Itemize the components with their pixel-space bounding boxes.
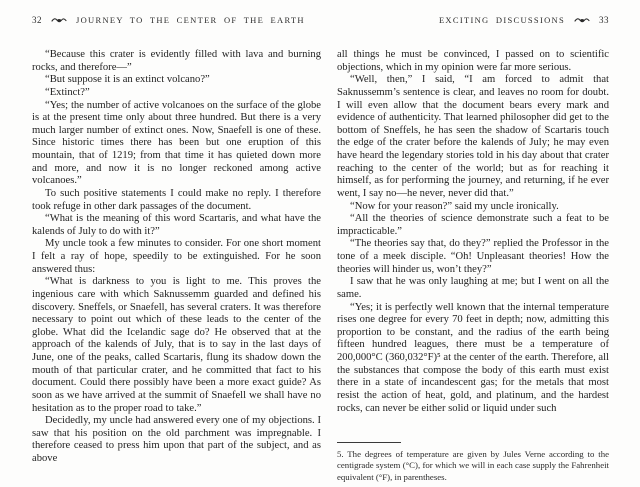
paragraph: “All the theories of science demonstrate such a feat to be impracticable.” xyxy=(337,213,609,237)
paragraph: “But suppose it is an extinct volcano?” xyxy=(45,74,210,86)
paragraph: I saw that he was only laughing at me; but I went on all the same. xyxy=(337,276,609,300)
paragraph: “What is darkness to you is light to me. This proves the ingenious care with which Saknussemm guarded and defined his discovery. Sneffels, or Snaefell, has several craters. It was therefore necessary to point out which of these leads to the center of the globe. What did the Icelandic sage do? He observed that at the approach of the kalends of July, that is to say in the last days of June, one of the peaks, called Scartaris, flung its shadow down the mouth of that particular crater, and he committed that fact to his document. Could there possibly have been a more exact guide? As soon as we have arrived at the summit of Snaefell we shall have no hesitation as to the proper road to take.” xyxy=(32,276,321,414)
footnote-block xyxy=(337,442,609,483)
paragraph: “Yes; it is perfectly well known that the internal temperature rises one degree for every 70 feet in depth; now, admitting this proportion to be constant, and the radius of the earth being fifteen hundred leagues, there must be a temperature of 200,000°C (360,032°F)⁵ at the center of the earth. Therefore, all the substances that compose the body of this earth must exist there in a state of incandescent gas; for the metals that most resist the action of heat, gold, and platinum, and the hardest rocks, can never be either solid or liquid under such xyxy=(337,301,609,414)
paragraph: To such positive statements I could make no reply. I therefore took refuge in other dark passages of the document. xyxy=(32,187,321,212)
page-number-left: 32 xyxy=(32,15,42,25)
paragraph: “Now for your reason?” said my uncle ironically. xyxy=(350,200,559,212)
paragraph: “Well, then,” I said, “I am forced to admit that Saknussemm’s sentence is clear, and leaves no room for doubt. I will even allow that the document bears every mark and evidence of authenticity. That learned philosopher did get to the bottom of Sneffels, he has seen the shadow of Scartaris touch the edge of the crater before the kalends of July; he may even have heard the legendary stories told in his day about that crater reaching to the center of the world; but as for reaching it himself, as for performing the journey, and returning, if he ever went, I say no—he never, never did that.” xyxy=(337,74,609,199)
paragraph: “Because this crater is evidently filled with lava and burning rocks, and therefore—” xyxy=(32,49,321,73)
footnote-divider xyxy=(337,442,401,443)
paragraph: “Yes; the number of active volcanoes on the surface of the globe is at the present time only about three hundred. But there is a very much larger number of extinct ones. Now, Snaefell is one of these. Since historic times there has been but one eruption of this mountain, that of 1219; from that time it has quieted down more and more, and now it is no longer reckoned among active volcanoes.” xyxy=(32,99,321,187)
page-left xyxy=(32,14,321,466)
running-head-title-left: JOURNEY TO THE CENTER OF THE EARTH xyxy=(76,15,305,25)
body-text-right xyxy=(337,49,609,415)
page-number-right: 33 xyxy=(599,15,609,25)
fleuron-icon xyxy=(51,16,67,24)
running-head-left xyxy=(32,14,321,26)
body-text-left xyxy=(32,49,321,466)
paragraph: all things he must be convinced, I passed on to scientific objections, which in my opinion were far more serious. xyxy=(337,49,609,73)
paragraph: “What is the meaning of this word Scartaris, and what have the kalends of July to do with it?” xyxy=(32,213,321,237)
footnote-text: 5. The degrees of temperature are given by Jules Verne according to the centigrade system (°C), for which we will in each case supply the Fahrenheit equivalent (°F), in parentheses. xyxy=(337,449,609,482)
fleuron-icon xyxy=(574,16,590,24)
paragraph: My uncle took a few minutes to consider. For one short moment I felt a ray of hope, speedily to be extinguished. For he soon answered thus: xyxy=(32,238,321,275)
running-head-title-right: EXCITING DISCUSSIONS xyxy=(438,15,565,25)
paragraph: “The theories say that, do they?” replied the Professor in the tone of a meek disciple. “Oh! Unpleasant theories! How the theories will hinder us, won’t they?” xyxy=(337,238,609,275)
paragraph: Decidedly, my uncle had answered every one of my objections. I saw that his position on the old parchment was impregnable. I therefore ceased to press him upon that part of the subject, and as above xyxy=(32,415,321,464)
paragraph: “Extinct?” xyxy=(45,86,90,98)
page-right xyxy=(337,14,609,483)
running-head-right xyxy=(337,14,609,26)
